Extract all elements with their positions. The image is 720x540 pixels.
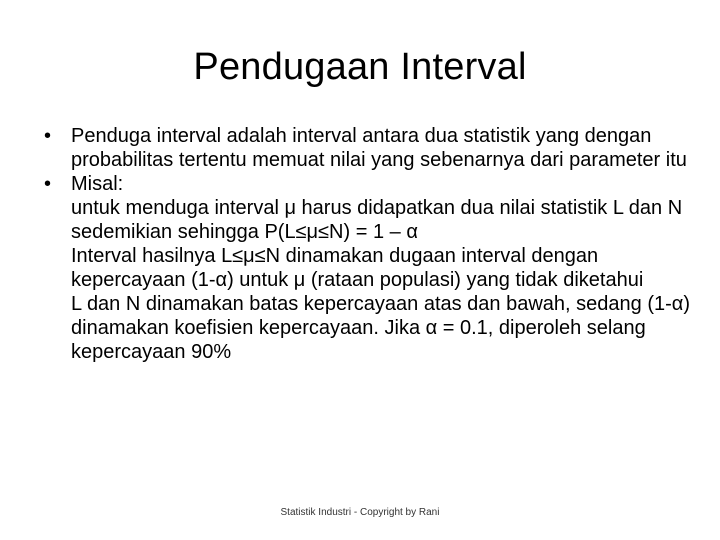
sub-paragraph: L dan N dinamakan batas kepercayaan atas dan bawah, sedang (1-α) dinamakan koefisien kepercayaan. Jika α = 0.1, diperoleh selang kepercayaan 90% [71,293,690,363]
sub-paragraph: untuk menduga interval μ harus didapatkan dua nilai statistik L dan N sedemikian sehingga P(L≤μ≤N) = 1 – α [71,197,683,243]
bullet-item [44,124,694,172]
slide-body [44,124,694,364]
bullet-dot-icon: • [44,125,52,147]
slide-footer: Statistik Industri - Copyright by Rani [280,507,440,518]
bullet-text: Misal: [71,173,124,195]
bullet-item [44,172,694,196]
bullet-text: Penduga interval adalah interval antara dua statistik yang dengan probabilitas tertentu memuat nilai yang sebenarnya dari parameter itu [71,125,687,171]
slide-title: Pendugaan Interval [193,46,527,88]
bullet-dot-icon: • [44,173,52,195]
sub-paragraph: Interval hasilnya L≤μ≤N dinamakan dugaan interval dengan kepercayaan (1-α) untuk μ (rataan populasi) yang tidak diketahui [71,245,644,291]
